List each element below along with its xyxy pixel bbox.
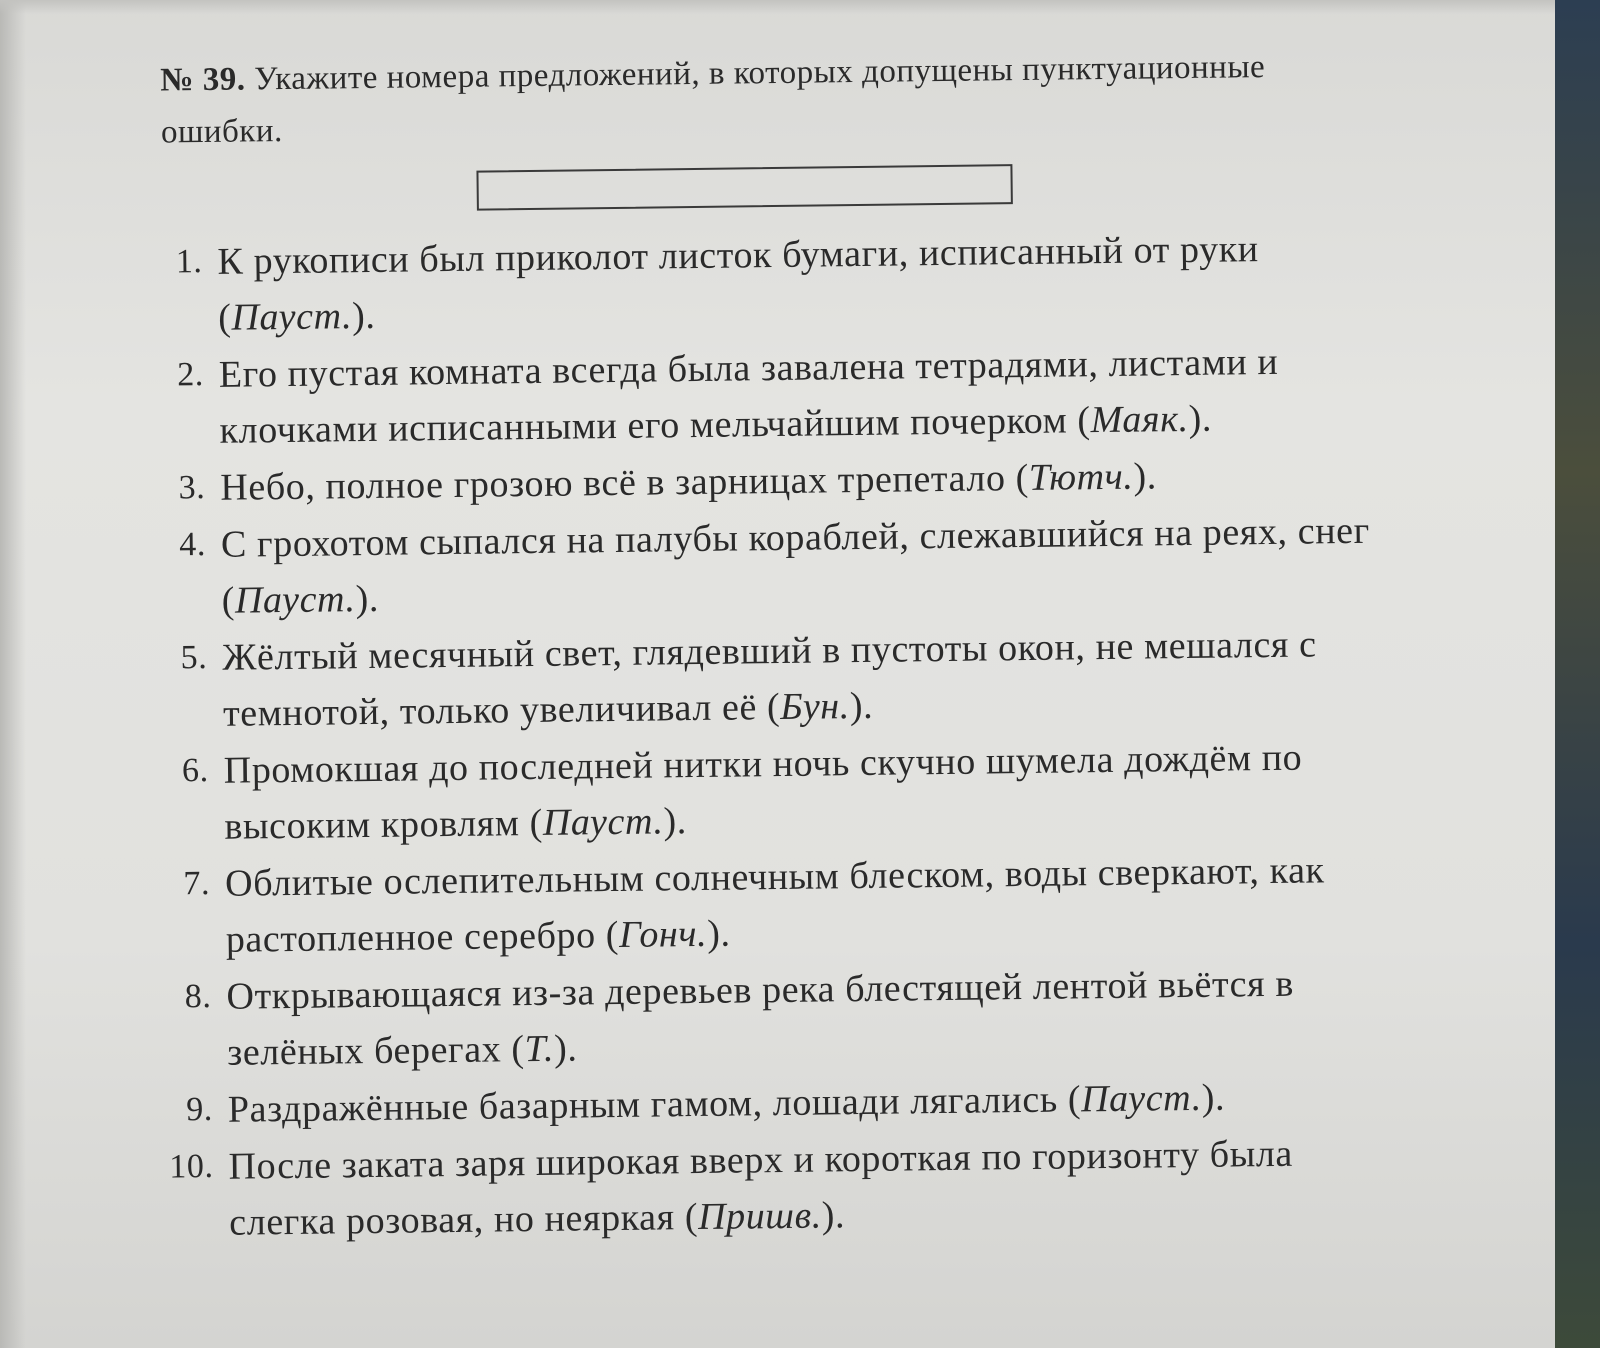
sentence-text: Открывающаяся из-за деревьев река блестящей лентой вьётся в зелёных берегах (	[226, 962, 1295, 1074]
sentence-1	[122, 220, 1378, 347]
sentence-author: Пауст.	[542, 800, 664, 844]
sentence-author: Бун.	[780, 685, 851, 728]
sentence-close: ).	[706, 912, 731, 955]
sentence-8	[131, 955, 1387, 1082]
sentence-text: После заката заря широкая вверх и короткая по горизонту была слегка розовая, но неяркая (	[228, 1132, 1294, 1244]
answer-box[interactable]	[476, 164, 1012, 211]
sentence-close: ).	[351, 294, 376, 338]
sentence-author: Пришв.	[697, 1194, 823, 1239]
sentence-close: ).	[663, 800, 688, 843]
sentence-author: Маяк.	[1090, 397, 1189, 442]
sentence-author: Гонч.	[618, 912, 708, 956]
sentence-number: 2.	[176, 356, 205, 394]
sentence-close: ).	[355, 577, 380, 621]
page-gutter-shadow	[0, 0, 26, 1348]
sentence-text: Промокшая до последней нитки ночь скучно шумела дождём по высоким кровлям (	[223, 736, 1303, 848]
sentence-text: Небо, полное грозою всё в зарницах трепетало (	[220, 456, 1030, 509]
sentence-number: 7.	[183, 864, 211, 903]
sentence-number: 5.	[180, 638, 208, 677]
sentence-7	[130, 842, 1386, 969]
task-number: № 39.	[160, 61, 246, 99]
sentence-list	[122, 219, 1434, 1252]
sentence-text: Облитые ослепительным солнечным блеском, воды сверкают, как растопленное серебро (	[224, 849, 1325, 961]
sentence-author: Тютч.	[1028, 455, 1134, 499]
sentence-2	[124, 333, 1380, 460]
sentence-number: 3.	[178, 468, 206, 507]
sentence-number: 6.	[181, 751, 209, 790]
sentence-text: К рукописи был приколот листок бумаги, исписанный от руки (	[217, 228, 1259, 339]
sentence-4	[126, 503, 1382, 630]
sentence-author: Пауст.	[231, 295, 353, 339]
sentence-author: Пауст.	[1080, 1076, 1203, 1121]
sentence-close: ).	[849, 684, 874, 728]
sentence-10	[133, 1125, 1389, 1252]
sentence-close: ).	[821, 1194, 846, 1237]
sentence-close: ).	[1188, 397, 1213, 440]
sentence-text: Раздражённые базарным гамом, лошади лягались (	[227, 1078, 1082, 1131]
sentence-text: С грохотом сыпался на палубы кораблей, слежавшийся на реях, снег (	[220, 509, 1371, 622]
sentence-6	[128, 729, 1384, 856]
sentence-number: 4.	[179, 525, 207, 564]
sentence-number: 8.	[184, 977, 212, 1016]
sentence-close: ).	[553, 1027, 578, 1070]
sentence-close: ).	[1133, 455, 1158, 498]
sentence-number: 1.	[175, 243, 203, 281]
task-instruction: Укажите номера предложений, в которых допущены пунктуационные ошибки.	[160, 49, 1266, 151]
sentence-author: Т.	[524, 1027, 555, 1071]
sentence-number: 10.	[169, 1147, 214, 1186]
sentence-text: Жёлтый месячный свет, глядевший в пустоты окон, не мешался с темнотой, только увеличивал её (	[222, 623, 1317, 735]
background-strip	[1555, 0, 1600, 1348]
sentence-author: Пауст.	[234, 578, 356, 622]
sentence-text: Его пустая комната всегда была завалена тетрадями, листами и клочками исписанными его мельчайшим почерком (	[218, 340, 1279, 452]
page-top-edge	[0, 0, 1555, 14]
task-header	[160, 40, 1361, 159]
sentence-close: ).	[1201, 1076, 1226, 1119]
sentence-5	[127, 616, 1383, 743]
sentence-number: 9.	[185, 1090, 214, 1129]
exercise	[120, 39, 1435, 1253]
